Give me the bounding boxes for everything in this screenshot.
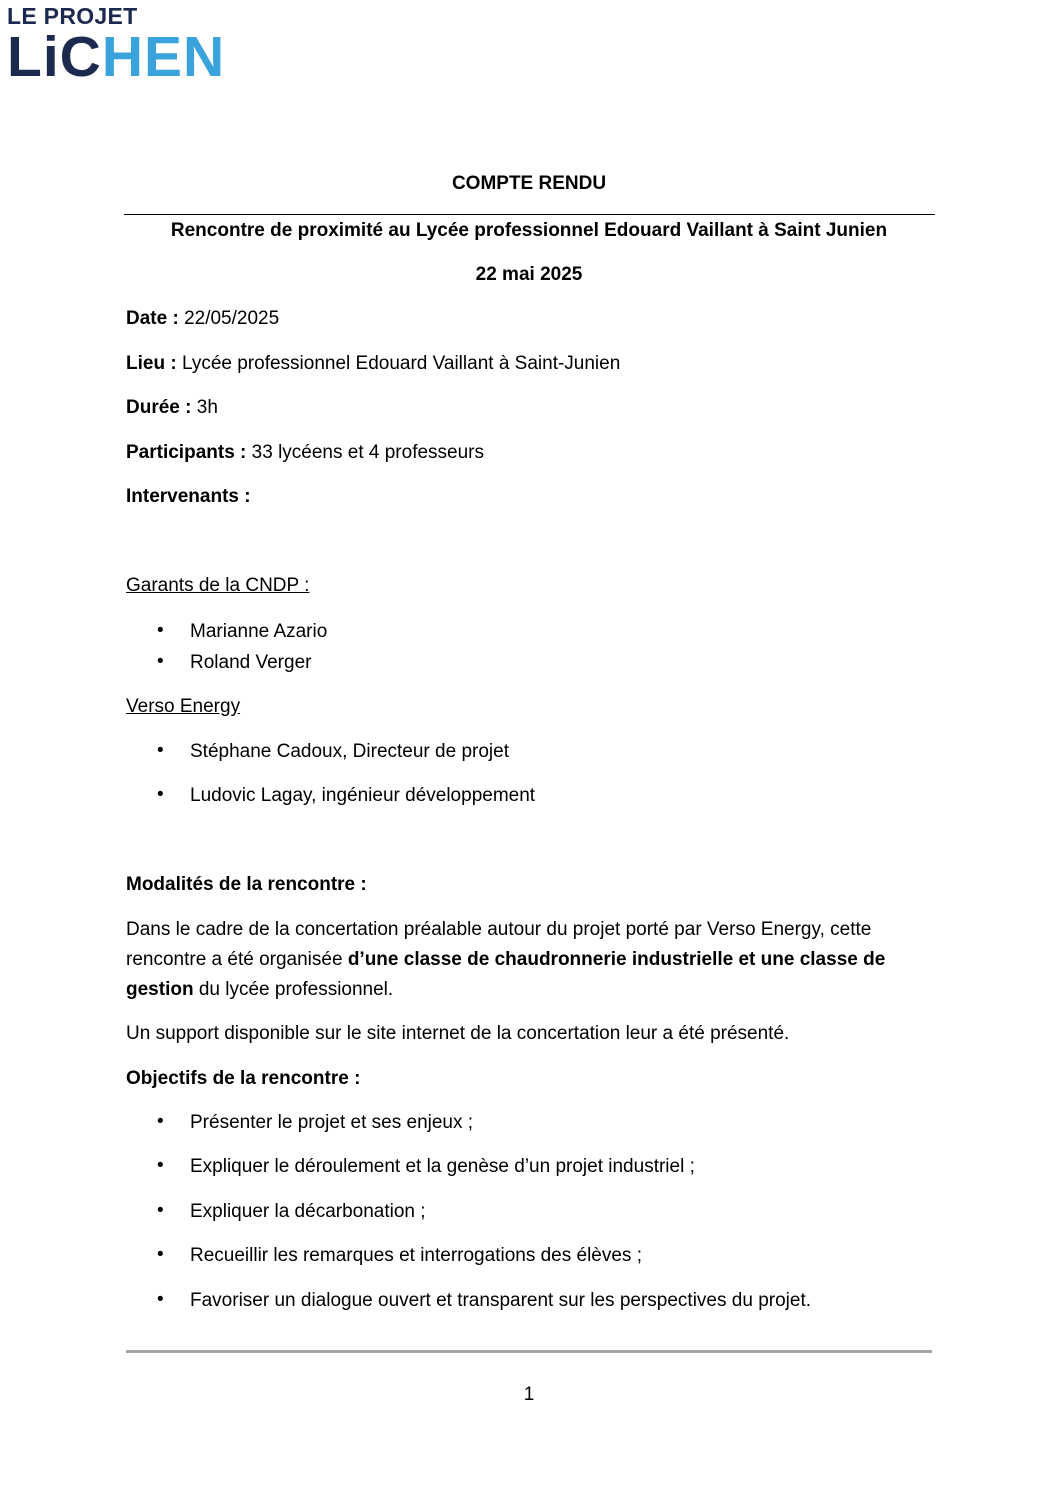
field-lieu-label: Lieu : [126,353,177,374]
list-item: Expliquer la décarbonation ; [190,1201,426,1222]
doc-type: COMPTE RENDU [451,173,607,194]
doc-date-line: 22 mai 2025 [475,264,583,285]
field-date-label: Date : [126,308,179,329]
field-duree-label: Durée : [126,397,192,418]
doc-title: Rencontre de proximité au Lycée professionnel Edouard Vaillant à Saint Junien [170,220,888,241]
objectifs-heading: Objectifs de la rencontre : [126,1068,361,1089]
field-duree [126,396,218,420]
project-logo [7,3,226,89]
field-intervenants [126,485,251,509]
logo-main-a: LiC [7,25,102,89]
list-item: Favoriser un dialogue ouvert et transparent sur les perspectives du projet. [190,1290,811,1311]
bullet-dot-icon: • [157,1111,164,1132]
logo-main-text [7,25,226,89]
logo-main-b: HEN [101,25,226,89]
bullet-dot-icon: • [157,1289,164,1310]
modalites-heading: Modalités de la rencontre : [126,874,367,895]
list-item: Ludovic Lagay, ingénieur développement [190,785,536,806]
bullet-dot-icon: • [157,1155,164,1176]
header-divider [124,214,935,215]
field-lieu-value: Lycée professionnel Edouard Vaillant à Saint-Junien [181,353,621,374]
bullet-dot-icon: • [157,620,164,641]
field-participants-value: 33 lycéens et 4 professeurs [251,442,485,463]
modalites-paragraph [126,915,936,1005]
bullet-dot-icon: • [157,1244,164,1265]
list-item: Marianne Azario [190,621,328,642]
page-number: 1 [523,1384,535,1405]
field-intervenants-label: Intervenants : [126,486,251,507]
modalites-text-a: Dans le cadre de la concertation préalable autour du projet porté par Verso Energy, cette rencontre a été organisée [126,919,872,970]
list-item: Expliquer le déroulement et la genèse d’un projet industriel ; [190,1156,695,1177]
field-date-value: 22/05/2025 [184,308,280,329]
bullet-dot-icon: • [157,651,164,672]
modalites-support-paragraph: Un support disponible sur le site internet de la concertation leur a été présenté. [126,1023,790,1044]
bullet-dot-icon: • [157,1200,164,1221]
bullet-dot-icon: • [157,740,164,761]
verso-heading: Verso Energy [126,696,241,717]
modalites-text-bold: d’une classe de chaudronnerie industrielle et une classe de gestion [126,949,886,1000]
logo-top-text: LE PROJET [7,3,138,29]
list-item: Présenter le projet et ses enjeux ; [190,1112,474,1133]
footer-divider [126,1350,932,1353]
field-lieu [126,352,620,376]
list-item: Roland Verger [190,652,312,673]
bullet-dot-icon: • [157,784,164,805]
garants-heading: Garants de la CNDP : [126,575,310,596]
list-item: Stéphane Cadoux, Directeur de projet [190,741,509,762]
field-duree-value: 3h [196,397,218,418]
field-participants [126,441,484,465]
modalites-text-c: du lycée professionnel. [193,979,394,1000]
field-date [126,307,279,331]
list-item: Recueillir les remarques et interrogations des élèves ; [190,1245,642,1266]
field-participants-label: Participants : [126,442,247,463]
